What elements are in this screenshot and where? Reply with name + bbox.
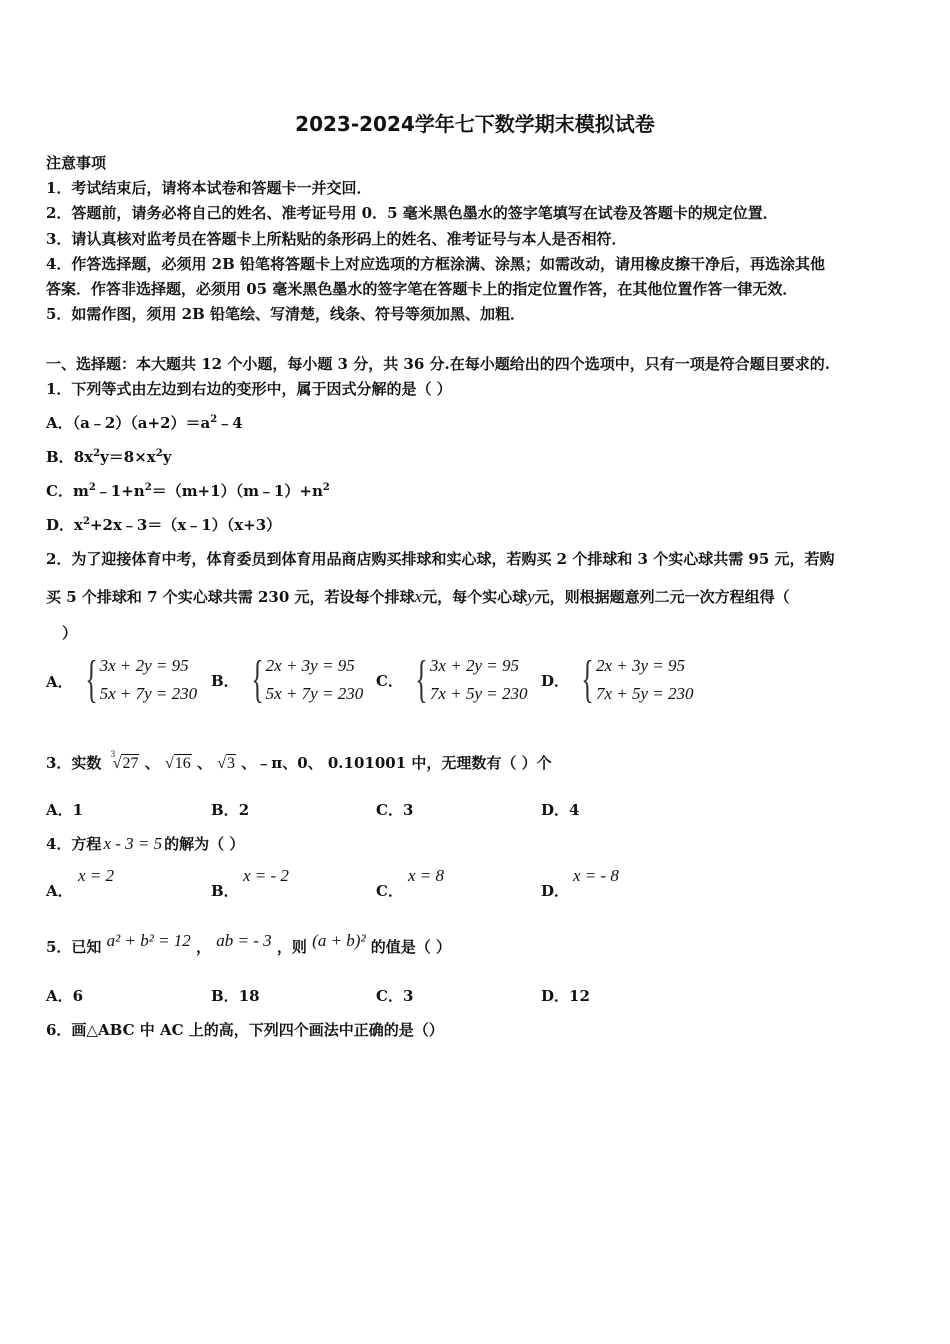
question-2-stem-line: ） <box>62 624 78 642</box>
question-4-option-c-value: x = 8 <box>408 866 445 885</box>
expression: (a + b)² <box>312 931 366 950</box>
question-5-option-b: B．18 <box>211 987 260 1005</box>
equation: 3x + 2y = 95 <box>99 656 189 675</box>
equation: 5x + 7y = 230 <box>265 684 364 703</box>
question-2-options <box>46 652 926 712</box>
question-2-stem-line: 买 5 个排球和 7 个实心球共需 230 元，若设每个排球x元，每个实心球y元，则根据题意列二元一次方程组得（ <box>46 587 790 606</box>
option-label: C． <box>376 671 403 690</box>
question-1-option-c: C．$m^2﹣1+n^2=(m+1)(m﹣1)+n^2$ <box>46 482 330 500</box>
notice-item: 3．请认真核对监考员在答题卡上所粘贴的条形码上的姓名、准考证号与本人是否相符． <box>46 230 627 248</box>
equation: 7x + 5y = 230 <box>429 684 528 703</box>
question-3-option-b: B．2 <box>211 801 250 819</box>
option-label: A． <box>46 414 73 432</box>
question-4-options <box>46 866 926 900</box>
question-3-stem: 3．实数 3 √27 、 √16 、 √3 、﹣π、0、 0.101001 中，无理数有（ ）个 <box>46 749 552 772</box>
question-1-stem: 1．下列等式由左边到右边的变形中，属于因式分解的是（ ） <box>46 380 452 398</box>
left-brace-symbol: { <box>84 651 98 708</box>
cube-root-27: 3 √27 <box>110 749 139 772</box>
question-1-option-b: B．$8x^2y=8\times x^2y$ <box>46 448 172 466</box>
notice-item: 5．如需作图，须用 2B 铅笔绘、写清楚，线条、符号等须加黑、加粗． <box>46 305 525 323</box>
question-4-option-a-value: x = 2 <box>78 866 115 885</box>
square-root-16: √16 <box>164 755 191 772</box>
question-4-option-b-label: B． <box>211 882 239 900</box>
notice-item: 2．答题前，请务必将自己的姓名、准考证号用 0．5 毫米黑色墨水的签字笔填写在试卷及答题卡的规定位置． <box>46 204 778 222</box>
left-brace-symbol: { <box>415 651 428 708</box>
condition-2: ab = - 3 <box>216 931 272 950</box>
question-3-option-a: A．1 <box>46 801 84 819</box>
question-1-option-d: D．$x^2+2x﹣3=(x﹣1)(x+3)$ <box>46 516 282 534</box>
option-label: C． <box>46 482 73 500</box>
section-heading: 一、选择题：本大题共 12 个小题，每小题 3 分，共 36 分.在每小题给出的四个选项中，只有一项是符合题目要求的. <box>46 355 830 373</box>
equation: 2x + 3y = 95 <box>265 656 355 675</box>
question-5-option-d: D．12 <box>541 987 590 1005</box>
question-4-option-c-label: C． <box>376 882 403 900</box>
option-label: A． <box>46 672 73 691</box>
equation: 2x + 3y = 95 <box>595 656 686 675</box>
option-label: B． <box>211 671 239 690</box>
question-4-option-d-value: x = - 8 <box>573 866 619 885</box>
question-5-stem: 5．已知 a² + b² = 12 ， ab = - 3 ，则 (a + b)² 的值是（ ） <box>46 931 452 956</box>
option-label: D． <box>541 671 570 690</box>
left-brace-symbol: { <box>250 651 264 708</box>
question-3-options <box>46 799 926 819</box>
equation: 3x + 2y = 95 <box>429 656 519 675</box>
notice-item: 答案．作答非选择题，必须用 05 毫米黑色墨水的签字笔在答题卡上的指定位置作答，在其他位置作答一律无效． <box>46 280 798 298</box>
question-2-stem-line: 2．为了迎接体育中考，体育委员到体育用品商店购买排球和实心球，若购买 2 个排球和 3 个实心球共需 95 元，若购 <box>46 550 835 568</box>
question-4-option-a-label: A． <box>46 882 73 900</box>
question-3-option-d: D．4 <box>541 801 580 819</box>
condition-1: a² + b² = 12 <box>106 931 191 950</box>
question-4-stem: 4．方程 x - 3 = 5 的解为（ ） <box>46 834 245 853</box>
question-5-options <box>46 985 926 1005</box>
equation: 7x + 5y = 230 <box>595 684 694 703</box>
left-brace-symbol: { <box>581 651 594 708</box>
equation: 5x + 7y = 230 <box>99 684 198 703</box>
option-label: B． <box>46 448 74 466</box>
question-4-option-d-label: D． <box>541 882 570 900</box>
notice-heading: 注意事项 <box>46 154 107 172</box>
question-6-stem: 6．画△ABC 中 AC 上的高，下列四个画法中正确的是（） <box>46 1021 444 1039</box>
exam-title: 2023-2024学年七下数学期末模拟试卷 <box>295 112 655 136</box>
notice-item: 4．作答选择题，必须用 2B 铅笔将答题卡上对应选项的方框涂满、涂黑；如需改动，请用橡皮擦干净后，再选涂其他 <box>46 255 826 273</box>
question-4-option-b-value: x = - 2 <box>243 866 289 885</box>
question-5-option-a: A．6 <box>46 987 84 1005</box>
question-3-option-c: C．3 <box>376 801 414 819</box>
notice-item: 1．考试结束后，请将本试卷和答题卡一并交回． <box>46 179 372 197</box>
question-1-option-a: A．$(a﹣2)(a+2)=a^2﹣4$ <box>46 414 243 432</box>
square-root-3: √3 <box>217 755 235 772</box>
question-5-option-c: C．3 <box>376 987 414 1005</box>
option-label: D． <box>46 516 75 534</box>
